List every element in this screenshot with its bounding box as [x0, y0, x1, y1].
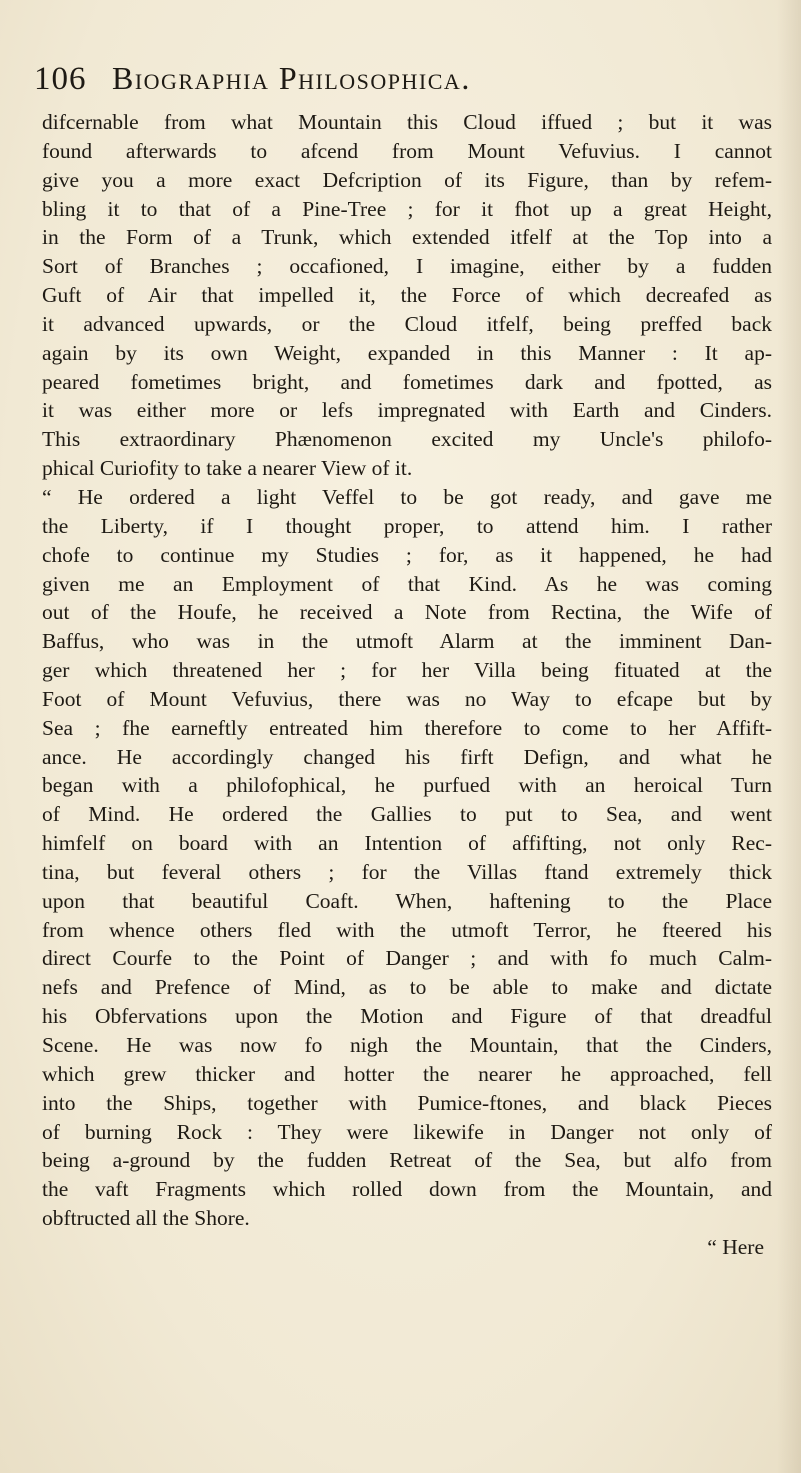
text-line: the vaft Fragments which rolled down from the Mountain, and	[42, 1177, 772, 1202]
text-line: Foot of Mount Vefuvius, there was no Way to efcape but by	[42, 686, 772, 711]
text-line: difcernable from what Mountain this Cloud iffued ; but it was	[42, 110, 772, 134]
text-line: himfelf on board with an Intention of affifting, not only Rec-	[42, 831, 772, 856]
text-line: given me an Employment of that Kind. As he was coming	[42, 571, 772, 596]
text-line: from whence others fled with the utmoft Terror, he fteered his	[42, 917, 772, 942]
text-line: it was either more or lefs impregnated with Earth and Cinders.	[42, 398, 772, 423]
text-line: chofe to continue my Studies ; for, as it happened, he had	[42, 542, 772, 567]
text-line: the Liberty, if I thought proper, to attend him. I rather	[42, 513, 772, 538]
text-line: give you a more exact Defcription of its Figure, than by refem-	[42, 167, 772, 192]
text-line: phical Curiofity to take a nearer View of it.	[42, 456, 413, 481]
text-line: found afterwards to afcend from Mount Vefuvius. I cannot	[42, 138, 772, 163]
text-line: Baffus, who was in the utmoft Alarm at the imminent Dan-	[42, 629, 772, 654]
text-line: in the Form of a Trunk, which extended itfelf at the Top into a	[42, 225, 772, 250]
text-line: ance. He accordingly changed his firft Defign, and what he	[42, 744, 772, 769]
text-line: into the Ships, together with Pumice-ftones, and black Pieces	[42, 1090, 772, 1115]
text-line: peared fometimes bright, and fometimes dark and fpotted, as	[42, 369, 772, 394]
text-line: began with a philofophical, he purfued with an heroical Turn	[42, 773, 772, 798]
text-line: of Mind. He ordered the Gallies to put to Sea, and went	[42, 802, 772, 827]
text-line: again by its own Weight, expanded in this Manner : It ap-	[42, 340, 772, 365]
text-line: ger which threatened her ; for her Villa being fituated at the	[42, 658, 772, 683]
page-number: 106	[34, 61, 87, 97]
text-line: of burning Rock : They were likewife in Danger not only of	[42, 1119, 772, 1144]
running-head: Biographia Philosophica.	[112, 60, 471, 96]
text-line: being a-ground by the fudden Retreat of the Sea, but alfo from	[42, 1148, 772, 1173]
text-line: Scene. He was now fo nigh the Mountain, that the Cinders,	[42, 1033, 772, 1057]
text-line: it advanced upwards, or the Cloud itfelf, being preffed back	[42, 311, 772, 336]
text-line: Sort of Branches ; occafioned, I imagine, either by a fudden	[42, 254, 772, 279]
text-line: Sea ; fhe earneftly entreated him therefore to come to her Affift-	[42, 715, 772, 740]
text-line: “ He ordered a light Veffel to be got ready, and gave me	[42, 484, 772, 509]
text-line: direct Courfe to the Point of Danger ; and with fo much Calm-	[42, 946, 772, 971]
body-text	[42, 108, 772, 1262]
text-line: This extraordinary Phænomenon excited my Uncle's philofo-	[42, 427, 772, 452]
page-edge-shadow	[777, 0, 801, 1473]
text-line: which grew thicker and hotter the nearer he approached, fell	[42, 1061, 772, 1086]
text-line: out of the Houfe, he received a Note from Rectina, the Wife of	[42, 600, 772, 625]
catchword: “ Here	[707, 1234, 764, 1259]
text-line: his Obfervations upon the Motion and Figure of that dreadful	[42, 1004, 772, 1029]
text-line: obftructed all the Shore.	[42, 1206, 250, 1231]
text-line: nefs and Prefence of Mind, as to be able to make and dictate	[42, 975, 772, 1000]
text-line: Guft of Air that impelled it, the Force of which decreafed as	[42, 283, 772, 308]
text-line: bling it to that of a Pine-Tree ; for it fhot up a great Height,	[42, 196, 772, 221]
text-line: tina, but feveral others ; for the Villas ftand extremely thick	[42, 859, 772, 884]
page-header	[34, 60, 774, 104]
text-line: upon that beautiful Coaft. When, haftening to the Place	[42, 888, 772, 913]
